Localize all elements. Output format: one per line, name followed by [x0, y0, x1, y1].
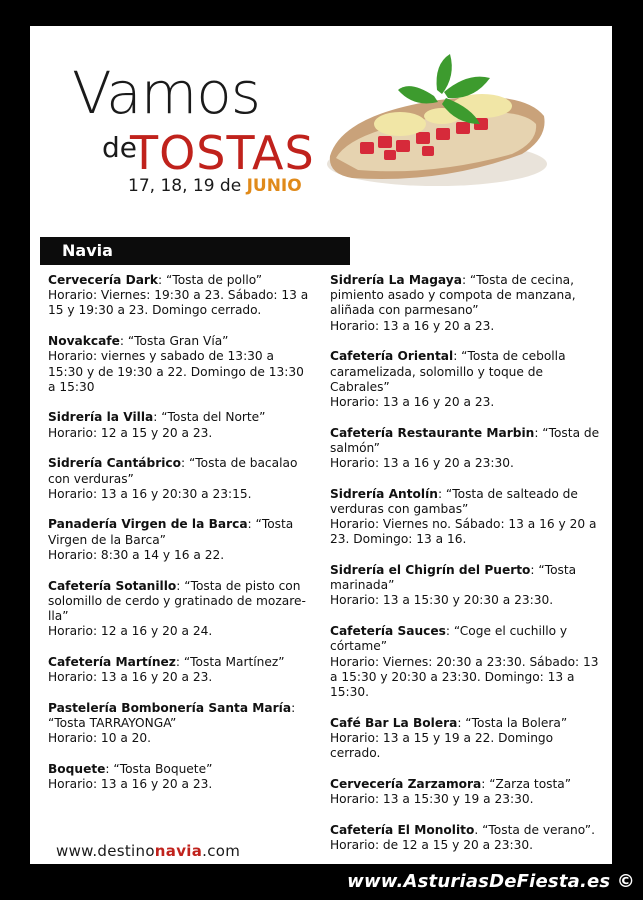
venue-name: Cafetería Restaurante Marbin — [330, 425, 535, 440]
list-item — [48, 517, 310, 563]
venue-dish: : “Tosta Boquete” — [105, 761, 213, 776]
list-item — [330, 563, 600, 609]
dates-days: 17, 18, 19 de — [128, 176, 247, 196]
venue-dish: : “Tosta de bacalao con verduras” — [48, 456, 298, 486]
venue-hours: Horario: de 12 a 15 y 20 a 23:30. — [330, 837, 533, 852]
venue-hours: Horario: 13 a 15:30 y 19 a 23:30. — [330, 791, 534, 806]
list-item — [330, 426, 600, 472]
venue-dish: : “Tosta de cecina, pimiento asado y compota de manzana, aliñada con parmesano” — [330, 273, 576, 318]
website-accent: navia — [154, 842, 203, 860]
list-item — [48, 655, 310, 685]
venue-name: Pastelería Bombonería Santa María — [48, 700, 292, 715]
left-column — [48, 273, 310, 808]
venue-name: Sidrería la Villa — [48, 410, 154, 425]
tosta-photo — [322, 46, 552, 196]
venue-hours: Horario: 13 a 16 y 20 a 23. — [48, 777, 213, 792]
venue-dish: : “Tosta Martínez” — [175, 654, 285, 669]
venue-hours: Horario: 13 a 16 y 20:30 a 23:15. — [48, 486, 252, 501]
venue-hours: Horario: 12 a 16 y 20 a 24. — [48, 624, 213, 639]
venue-name: Cafetería El Monolito — [330, 822, 475, 837]
title-de: de — [102, 131, 137, 164]
venue-dish: : “Tosta del Norte” — [153, 410, 266, 425]
list-item — [48, 334, 310, 395]
list-item — [48, 410, 310, 440]
dates-month: JUNIO — [246, 176, 302, 196]
venue-dish: : “Tosta marinada” — [330, 563, 577, 593]
venue-dish: : “Tosta TARRAYONGA” — [48, 700, 296, 730]
list-item — [330, 273, 600, 334]
venue-hours: Horario: 13 a 16 y 20 a 23. — [48, 670, 213, 685]
website-suffix: .com — [202, 842, 241, 860]
venue-dish: : “Tosta de pollo” — [158, 273, 263, 287]
venue-hours: Horario: Viernes no. Sábado: 13 a 16 y 20 a 23. Domingo: 13 a 16. — [330, 517, 597, 547]
venue-name: Cervecería Dark — [48, 273, 159, 287]
venue-dish: : “Tosta de cebolla caramelizada, solomillo y toque de Cabrales” — [330, 349, 566, 394]
venue-dish: : “Tosta Gran Vía” — [119, 334, 229, 349]
list-item — [48, 579, 310, 640]
venue-name: Panadería Virgen de la Barca — [48, 517, 248, 532]
venue-dish: : “Coge el cuchillo y córtame” — [330, 624, 568, 654]
list-item — [330, 624, 600, 700]
section-header-bar — [40, 237, 350, 265]
venue-dish: : “Tosta de salteado de verduras con gambas” — [330, 486, 578, 516]
venue-name: Cafetería Sauces — [330, 624, 446, 639]
list-item — [330, 349, 600, 410]
venue-hours: Horario: Viernes: 20:30 a 23:30. Sábado: 13 a 15:30 y 20:30 a 23:30. Domingo: 13 a 15:30. — [330, 654, 599, 699]
venue-dish: : “Tosta Virgen de la Barca” — [48, 517, 294, 547]
right-column — [330, 273, 600, 869]
list-item — [48, 762, 310, 792]
website-prefix: www.destino — [56, 842, 155, 860]
venue-name: Novakcafe — [48, 334, 120, 349]
venue-name: Cafetería Martínez — [48, 654, 176, 669]
venue-dish: : “Tosta la Bolera” — [457, 715, 568, 730]
list-item — [48, 701, 310, 747]
watermark: www.AsturiasDeFiesta.es © — [347, 871, 635, 892]
venue-hours: Horario: Viernes: 19:30 a 23. Sábado: 13 a 15 y 19:30 a 23. Domingo cerrado. — [48, 288, 309, 318]
venue-name: Café Bar La Bolera — [330, 715, 458, 730]
title-vamos: Vamos — [72, 59, 260, 127]
list-item — [48, 456, 310, 502]
venue-hours: Horario: 12 a 15 y 20 a 23. — [48, 425, 213, 440]
venue-hours: Horario: 13 a 15 y 19 a 22. Domingo cerrado. — [330, 730, 554, 761]
venue-hours: Horario: 8:30 a 14 y 16 a 22. — [48, 547, 225, 562]
venue-dish: : “Tosta de salmón” — [330, 425, 600, 455]
website-link[interactable] — [56, 842, 240, 860]
venue-dish: : “Tosta de pisto con solomillo de cerdo y gratinado de mozare-lla” — [48, 578, 306, 623]
list-item — [330, 716, 600, 762]
venue-hours: Horario: viernes y sabado de 13:30 a 15:30 y de 19:30 a 22. Domingo de 13:30 a 15:30 — [48, 349, 304, 394]
venue-hours: Horario: 13 a 16 y 20 a 23. — [330, 394, 495, 409]
venue-name: Sidrería Antolín — [330, 486, 438, 501]
event-dates — [128, 178, 302, 195]
list-item — [330, 487, 600, 548]
venue-name: Sidrería el Chigrín del Puerto — [330, 563, 531, 578]
section-title: Navia — [62, 241, 113, 260]
venue-name: Cervecería Zarzamora — [330, 776, 482, 791]
poster — [30, 26, 612, 864]
list-item — [330, 777, 600, 807]
venue-name: Cafetería Sotanillo — [48, 578, 177, 593]
venue-hours: Horario: 13 a 15:30 y 20:30 a 23:30. — [330, 593, 554, 608]
venue-name: Cafetería Oriental — [330, 349, 454, 364]
venue-name: Sidrería La Magaya — [330, 273, 462, 287]
venue-dish: . “Tosta de verano”. — [474, 822, 595, 837]
venue-name: Boquete — [48, 761, 106, 776]
list-item — [48, 273, 310, 319]
title-tostas: TOSTAS — [130, 126, 315, 180]
venue-hours: Horario: 13 a 16 y 20 a 23:30. — [330, 456, 514, 471]
venue-name: Sidrería Cantábrico — [48, 456, 182, 471]
venue-hours: Horario: 13 a 16 y 20 a 23. — [330, 318, 495, 333]
list-item — [330, 823, 600, 853]
venue-hours: Horario: 10 a 20. — [48, 731, 152, 746]
venue-dish: : “Zarza tosta” — [481, 776, 572, 791]
